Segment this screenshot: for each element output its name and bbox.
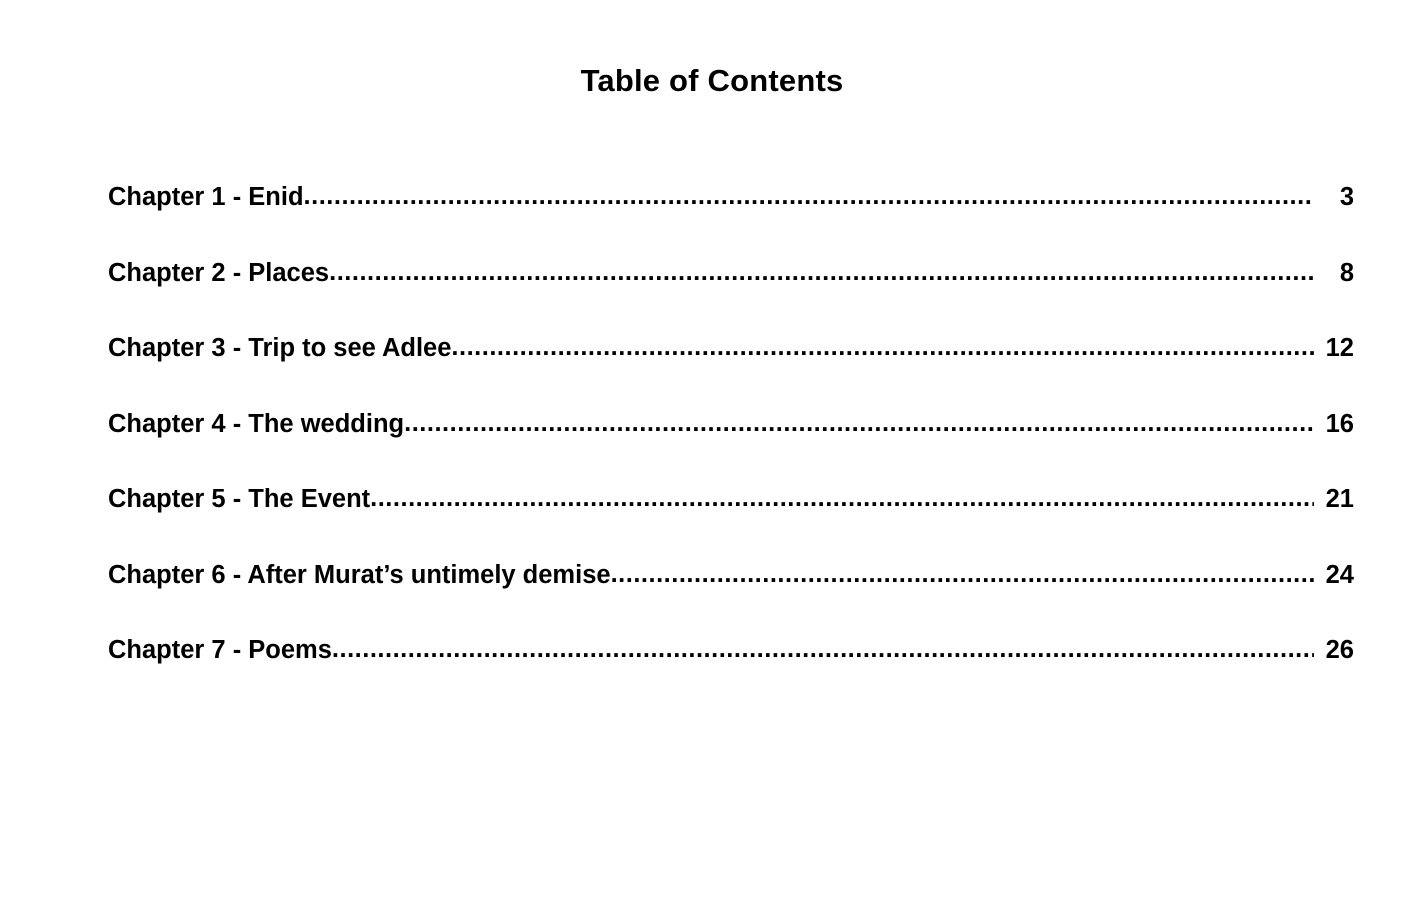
toc-entry-label: Chapter 4 - The wedding [108, 409, 405, 438]
toc-entry-label: Chapter 5 - The Event [108, 485, 371, 513]
toc-leader-dots [451, 332, 1314, 362]
toc-entry-label: Chapter 7 - Poems [108, 636, 332, 664]
toc-entry[interactable] [108, 635, 1354, 711]
toc-entry-label: Chapter 3 - Trip to see Adlee [108, 334, 452, 362]
toc-entry-label: Chapter 1 - Enid [108, 183, 304, 211]
toc-entry-label: Chapter 2 - Places [108, 258, 330, 287]
toc-entry-page: 3 [1339, 183, 1354, 211]
toc-entry[interactable] [108, 333, 1354, 409]
toc-leader-dots [329, 257, 1314, 287]
toc-entry-page: 21 [1325, 485, 1354, 513]
toc-leader-dots [304, 181, 1314, 211]
toc-entry[interactable] [108, 182, 1354, 258]
toc-entry[interactable] [108, 560, 1354, 636]
page-title: Table of Contents [580, 63, 844, 98]
toc-entry-page: 16 [1325, 409, 1354, 438]
table-of-contents [108, 182, 1354, 711]
toc-leader-dots [404, 408, 1314, 438]
toc-leader-dots [332, 634, 1314, 664]
toc-entry-page: 12 [1325, 334, 1354, 362]
toc-entry-page: 26 [1325, 636, 1354, 664]
toc-entry[interactable] [108, 409, 1354, 485]
toc-entry-label: Chapter 6 - After Murat’s untimely demise [108, 560, 611, 589]
toc-entry[interactable] [108, 484, 1354, 560]
toc-entry-page: 24 [1325, 560, 1354, 589]
toc-leader-dots [611, 559, 1314, 589]
toc-entry[interactable] [108, 258, 1354, 334]
toc-entry-page: 8 [1339, 258, 1354, 287]
toc-leader-dots [370, 483, 1314, 513]
